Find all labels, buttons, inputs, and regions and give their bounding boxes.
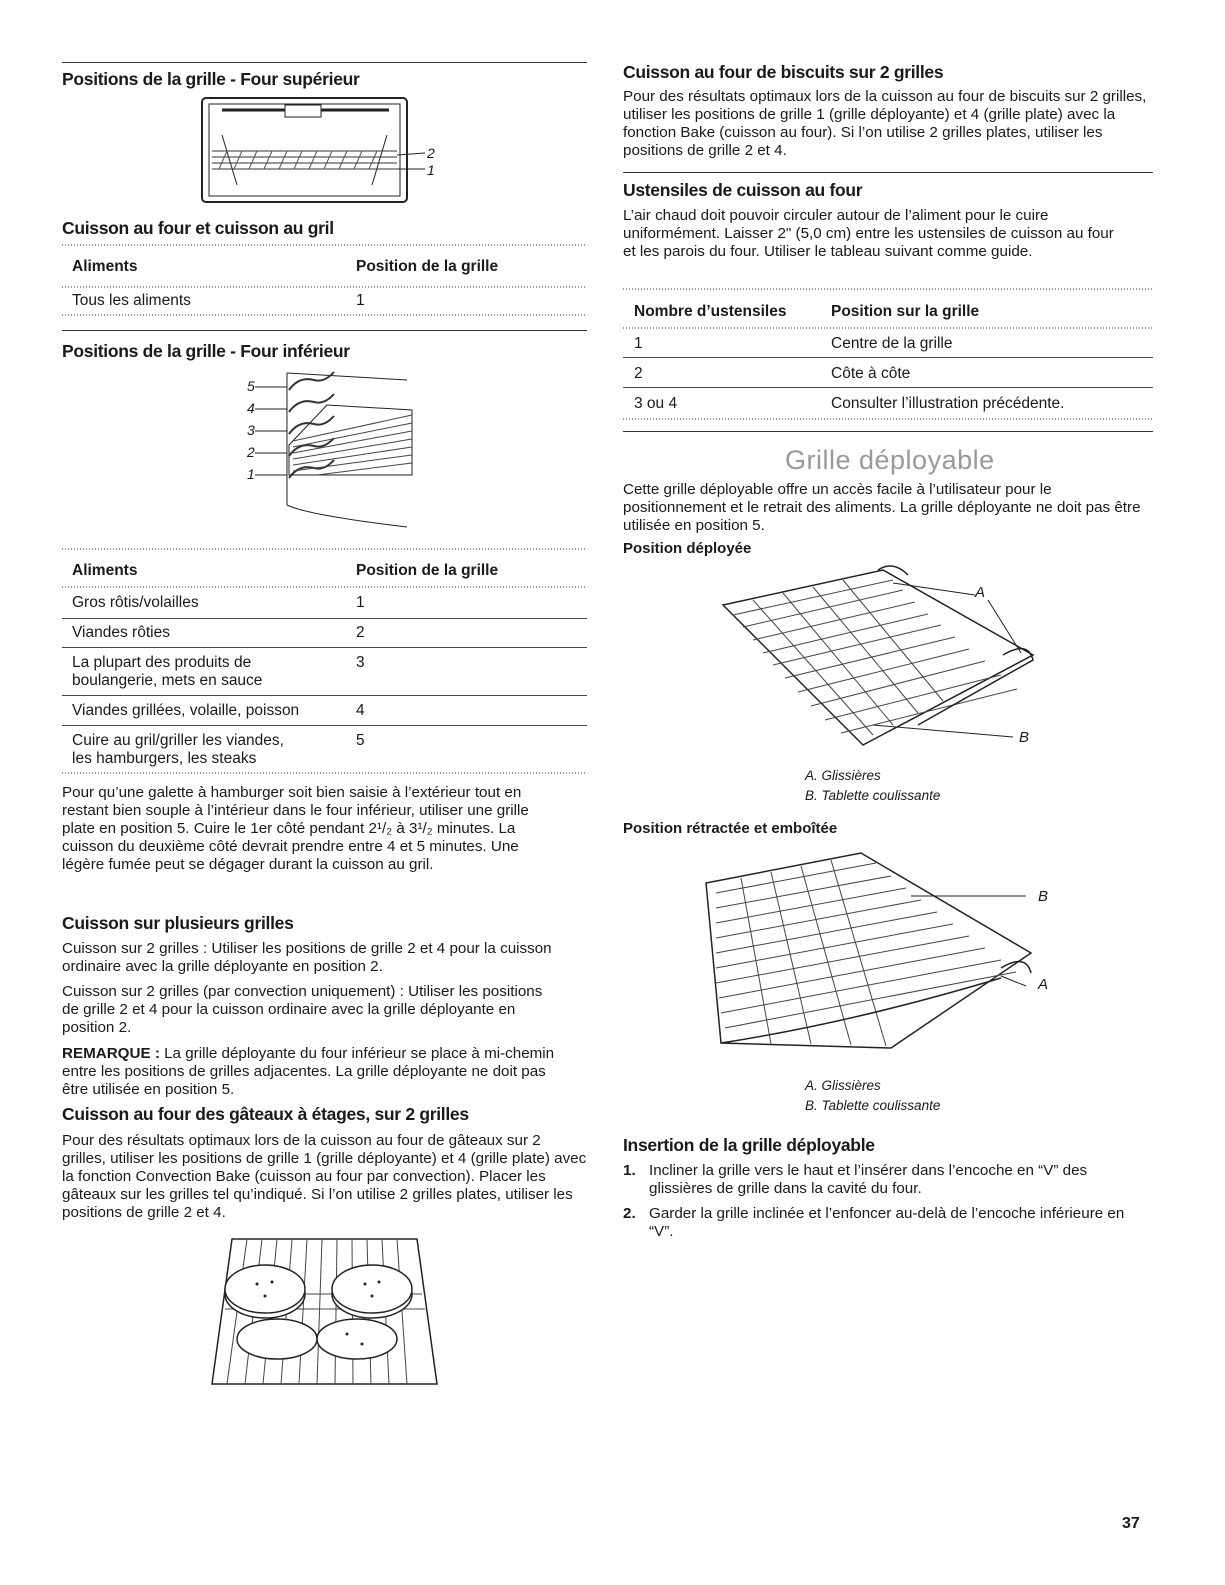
- paragraph-layer-cakes: Pour des résultats optimaux lors de la cuisson au four de gâteaux sur 2 grilles, utiliser les positions de grille 1 (grille déployante) et 4 (grille plate) avec la fonction Convection Bake (cuisson au four par convection). Placer les gâteaux sur les grilles tel qu’indiqué. Si l’on utilise 2 grilles plates, utiliser les positions de grille 2 et 4.: [62, 1132, 587, 1221]
- list-item-step-2: [623, 1205, 1143, 1241]
- upper-rack-label-2: 2: [427, 145, 435, 161]
- lower-rack-label-3: 3: [247, 422, 255, 438]
- table-row-rule: [623, 387, 1153, 388]
- fig1-caption-a: A. Glissières: [805, 768, 881, 783]
- table-row-rule: [62, 647, 587, 648]
- label-position-deployee: Position déployée: [623, 540, 752, 557]
- fig2-caption-b: B. Tablette coulissante: [805, 1098, 941, 1113]
- table-header-position: Position sur la grille: [831, 303, 980, 320]
- table-cell: Centre de la grille: [831, 335, 953, 352]
- table-cell: La plupart des produits de boulangerie, mets en sauce: [72, 654, 263, 689]
- label-position-retractee: Position rétractée et emboîtée: [623, 820, 838, 837]
- lower-rack-label-1: 1: [247, 466, 255, 482]
- upper-oven-illustration: [197, 95, 457, 207]
- table-cell: Consulter l’illustration précédente.: [831, 395, 1065, 412]
- table-bottom-rule: [62, 772, 587, 774]
- table-header-aliments: Aliments: [72, 562, 138, 579]
- section-title-upper-oven: Positions de la grille - Four supérieur: [62, 69, 360, 89]
- paragraph-multi-rack-1: Cuisson sur 2 grilles : Utiliser les positions de grille 2 et 4 pour la cuisson ordinaire avec la grille déployante en position 2.: [62, 940, 552, 975]
- step-number: 2.: [623, 1205, 636, 1222]
- lower-rack-label-5: 5: [247, 378, 255, 394]
- section-title-insertion: Insertion de la grille déployable: [623, 1135, 875, 1155]
- grille-deployable-title: Grille déployable: [785, 445, 995, 475]
- table-lower-oven: [62, 548, 587, 778]
- table-row-rule: [62, 695, 587, 696]
- section-rule: [62, 330, 587, 331]
- table-header-aliments: Aliments: [72, 258, 138, 275]
- section-title-layer-cakes: Cuisson au four des gâteaux à étages, sur 2 grilles: [62, 1104, 469, 1124]
- step-text: Incliner la grille vers le haut et l’insérer dans l’encoche en “V” des glissières de grille dans la cavité du four.: [649, 1162, 1088, 1197]
- lower-rack-label-2: 2: [247, 444, 255, 460]
- table-header-rule: [623, 327, 1153, 329]
- lower-rack-label-4: 4: [247, 400, 255, 416]
- section-rule: [623, 172, 1153, 173]
- table-row-rule: [623, 357, 1153, 358]
- page-number: 37: [1122, 1515, 1140, 1532]
- section-rule: [623, 431, 1153, 432]
- table-top-rule: [623, 288, 1153, 290]
- fig2-label-b: B: [1038, 888, 1049, 905]
- table-bottom-rule: [623, 418, 1153, 420]
- fig2-caption-a: A. Glissières: [805, 1078, 881, 1093]
- table-ustensiles: [623, 288, 1153, 423]
- table-cell: 4: [356, 702, 365, 719]
- paragraph-multi-rack-2: Cuisson sur 2 grilles (par convection uniquement) : Utiliser les positions de grille 2 et 4 pour la cuisson ordinaire avec la grille déployante en position 2.: [62, 983, 543, 1036]
- paragraph-note: [62, 1045, 562, 1099]
- table-bottom-rule: [62, 314, 587, 316]
- table-row-rule: [62, 725, 587, 726]
- section-title-multi-rack: Cuisson sur plusieurs grilles: [62, 913, 294, 933]
- fig1-label-a: A: [975, 584, 986, 601]
- table-header-rule: [62, 286, 587, 288]
- step-text: Garder la grille inclinée et l’enfoncer au-delà de l’encoche inférieure en “V”.: [649, 1205, 1125, 1240]
- cakes-illustration: [207, 1234, 447, 1394]
- fig1-caption-b: B. Tablette coulissante: [805, 788, 941, 803]
- upper-rack-label-1: 1: [427, 162, 435, 178]
- table-cell: Viandes grillées, volaille, poisson: [72, 702, 300, 719]
- table-header-position: Position de la grille: [356, 562, 499, 579]
- fig1-label-b: B: [1019, 729, 1030, 746]
- table-cell: Tous les aliments: [72, 292, 191, 309]
- fig2-label-a: A: [1038, 976, 1049, 993]
- table-header-rule: [62, 586, 587, 588]
- note-label: REMARQUE :: [62, 1045, 160, 1062]
- section-title-ustensiles: Ustensiles de cuisson au four: [623, 180, 863, 200]
- section-title-biscuits: Cuisson au four de biscuits sur 2 grilles: [623, 62, 944, 82]
- table-cell: Gros rôtis/volailles: [72, 594, 199, 611]
- step-number: 1.: [623, 1162, 636, 1179]
- table-cell: Viandes rôties: [72, 624, 170, 641]
- table-cell: 2: [634, 365, 643, 382]
- paragraph-grille: Cette grille déployable offre un accès facile à l’utilisateur pour le positionnement et le retrait des aliments. La grille déployante ne doit pas être utilisée en position 5.: [623, 481, 1141, 534]
- note-text: La grille déployante du four inférieur se place à mi-chemin entre les positions de grilles adjacentes. La grille déployante ne doit pas être utilisée en position 5.: [62, 1045, 555, 1098]
- paragraph-ustensiles: L’air chaud doit pouvoir circuler autour de l’aliment pour le cuire uniformément. Laisser 2" (5,0 cm) entre les ustensiles de cuisson au four et les parois du four. Utiliser le tableau suivant comme guide.: [623, 207, 1114, 260]
- table-cell: 2: [356, 624, 365, 641]
- paragraph-biscuits: Pour des résultats optimaux lors de la cuisson au four de biscuits sur 2 grilles, utiliser les positions de grille 1 (grille déployante) et 4 (grille plate) avec la fonction Bake (cuisson au four). Si l’on utilise 2 grilles plates, utiliser les positions de grille 2 et 4.: [623, 88, 1147, 159]
- table-cell: 1: [356, 594, 365, 611]
- section-title-bake-broil: Cuisson au four et cuisson au gril: [62, 218, 334, 238]
- table-cell: 1: [356, 292, 365, 309]
- table-row-rule: [62, 618, 587, 619]
- deployed-rack-illustration: [703, 565, 1043, 760]
- table-cell: 5: [356, 732, 365, 749]
- table-cell: 3: [356, 654, 365, 671]
- table-cell: 1: [634, 335, 643, 352]
- section-rule: [62, 62, 587, 63]
- table-cell: Côte à côte: [831, 365, 911, 382]
- table-top-rule: [62, 244, 587, 246]
- table-top-rule: [62, 548, 587, 550]
- list-item-step-1: [623, 1162, 1143, 1198]
- table-cell: 3 ou 4: [634, 395, 678, 412]
- retracted-rack-illustration: [701, 848, 1049, 1063]
- table-cell: Cuire au gril/griller les viandes, les hamburgers, les steaks: [72, 732, 284, 767]
- lower-oven-illustration: [227, 365, 417, 535]
- section-title-lower-oven: Positions de la grille - Four inférieur: [62, 341, 350, 361]
- paragraph-hamburger: Pour qu’une galette à hamburger soit bien saisie à l’extérieur tout en restant bien souple à l’intérieur dans le four inférieur, utiliser une grille plate en position 5. Cuire le 1er côté pendant 2¹/₂ à 3¹/₂ minutes. La cuisson du deuxième côté devrait prendre entre 4 et 5 minutes. Une légère fumée peut se dégager durant la cuisson au gril.: [62, 784, 529, 873]
- table-header-position: Position de la grille: [356, 258, 499, 275]
- table-header-count: Nombre d’ustensiles: [634, 303, 787, 320]
- table-bake-broil: [62, 244, 587, 319]
